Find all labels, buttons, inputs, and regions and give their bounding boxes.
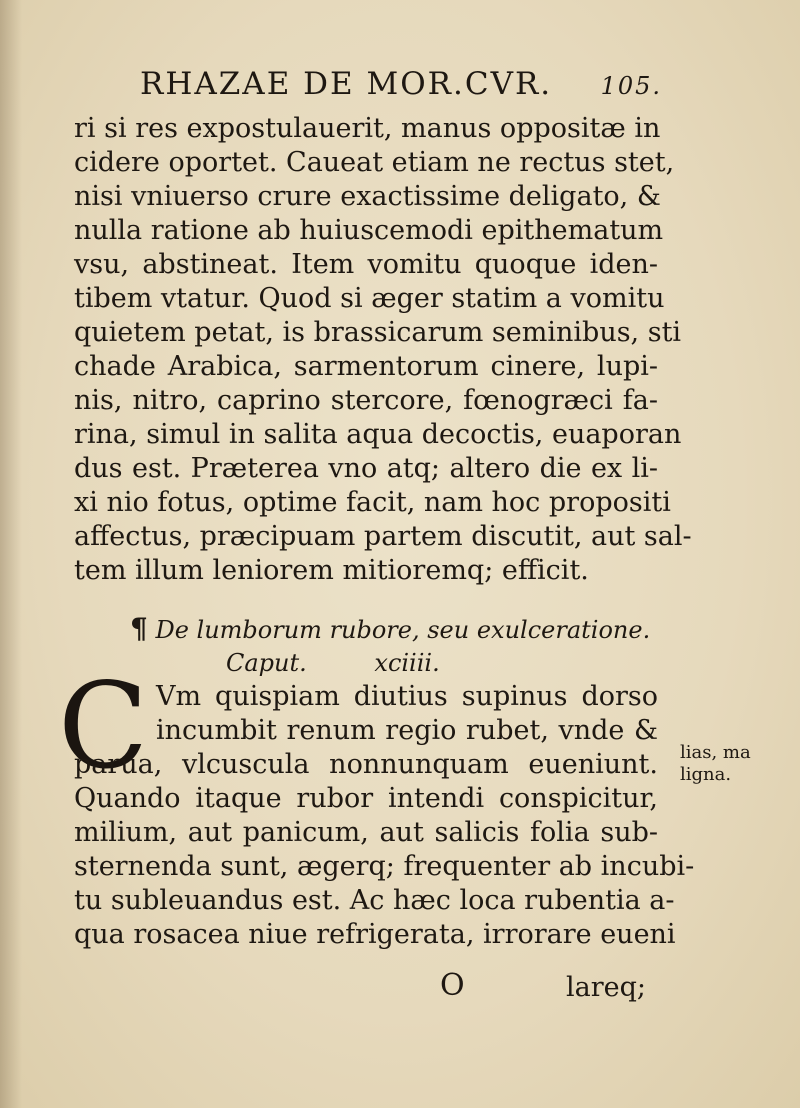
caput-label: Caput. [226, 649, 307, 677]
text-line: qua rosacea niue refrigerata, irrorare eueni [74, 919, 676, 950]
catchword: lareq; [566, 972, 646, 1003]
text-line: vsu, abstineat. Item vomitu quoque iden- [74, 249, 658, 280]
text-line: xi nio fotus, optime facit, nam hoc propositi [74, 487, 671, 518]
margin-note: lias, ma [680, 742, 751, 763]
text-line: rina, simul in salita aqua decoctis, euaporan [74, 419, 682, 450]
chapter-heading [130, 614, 650, 645]
text-line: quietem petat, is brassicarum seminibus, sti [74, 317, 682, 348]
text-line: milium, aut panicum, aut salicis folia sub- [74, 817, 658, 848]
chapter-caput [226, 648, 440, 678]
drop-capital: C [58, 657, 149, 795]
text-line: incumbit renum regio rubet, vnde & [156, 715, 658, 746]
text-line: cidere oportet. Caueat etiam ne rectus stet, [74, 147, 675, 178]
text-line: sternenda sunt, ægerq; frequenter ab incubi- [74, 851, 695, 882]
text-line: tu subleuandus est. Ac hæc loca rubentia a- [74, 885, 675, 916]
text-line: nulla ratione ab huiuscemodi epithematum [74, 215, 664, 246]
text-line: Quando itaque rubor intendi conspicitur, [74, 783, 658, 814]
running-title: RHAZAE DE MOR.CVR. [140, 66, 553, 102]
text-line: tibem vtatur. Quod si æger statim a vomitu [74, 283, 665, 314]
text-line: nisi vniuerso crure exactissime deligato, & [74, 181, 661, 212]
text-line: chade Arabica, sarmentorum cinere, lupi- [74, 351, 658, 382]
running-header [140, 66, 670, 106]
text-line: nis, nitro, caprino stercore, fœnogræci fa- [74, 385, 658, 416]
text-line: dus est. Præterea vno atq; altero die ex li- [74, 453, 658, 484]
margin-note: ligna. [680, 764, 732, 785]
pilcrow-icon: ¶ [130, 612, 148, 645]
chapter-title: De lumborum rubore, seu exulceratione. [155, 616, 651, 644]
text-line: parua, vlcuscula nonnunquam eueniunt. [74, 749, 658, 780]
text-line: affectus, præcipuam partem discutit, aut sal- [74, 521, 692, 552]
gutter-shadow [0, 0, 22, 1108]
signature-mark: O [440, 968, 465, 1003]
text-line: Vm quispiam diutius supinus dorso [156, 681, 658, 712]
folio-number: 105. [600, 72, 662, 100]
text-line: ri si res expostulauerit, manus oppositæ in [74, 113, 661, 144]
caput-number: xciiii. [374, 649, 440, 677]
text-line: tem illum leniorem mitioremq; efficit. [74, 555, 589, 586]
